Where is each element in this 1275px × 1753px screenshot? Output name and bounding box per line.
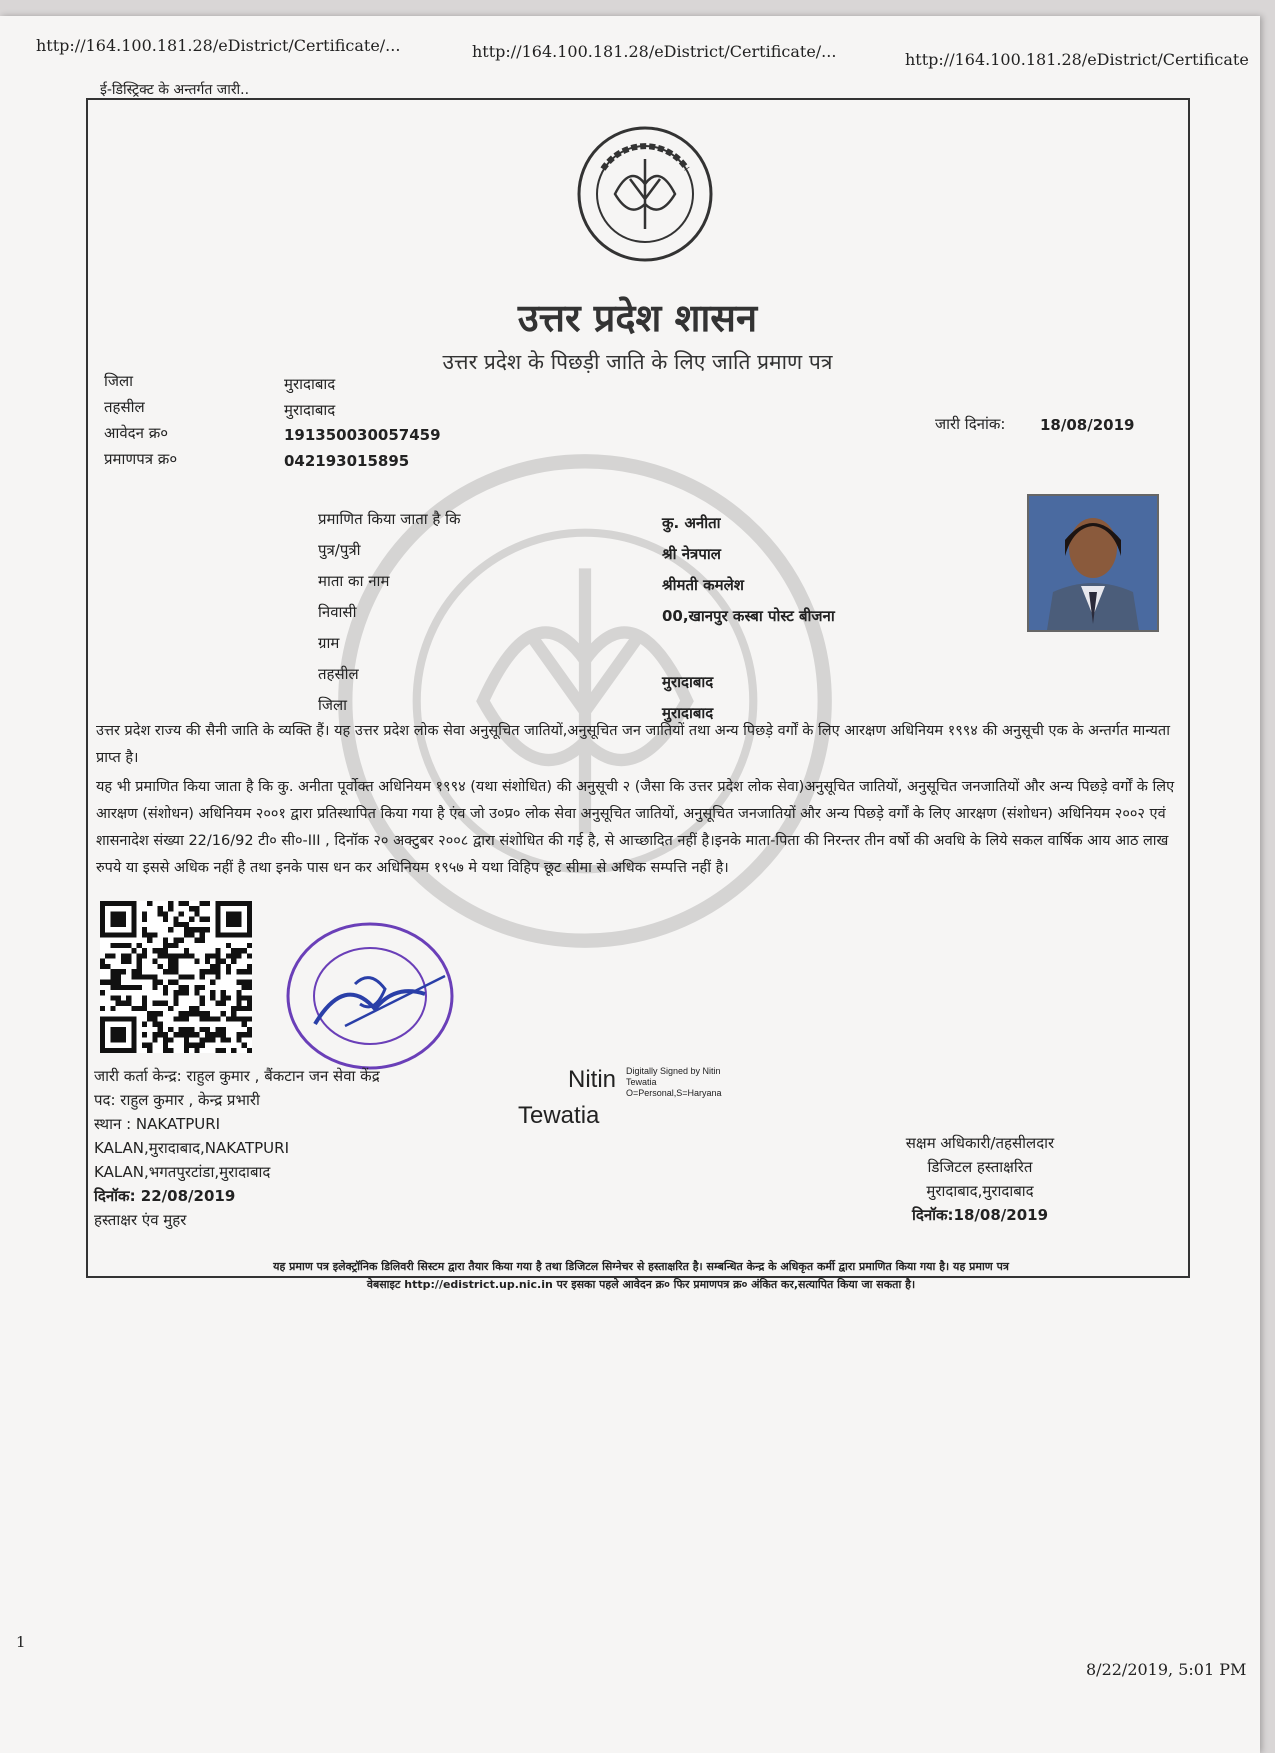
issuer-center: जारी कर्ता केन्द्र: राहुल कुमार , बैंकटान जन सेवा केंद्र: [94, 1067, 380, 1085]
digital-signer-last-name: Tewatia: [518, 1102, 600, 1129]
certificate-title: उत्तर प्रदेश शासन: [517, 296, 758, 340]
print-timestamp: 8/22/2019, 5:01 PM: [1086, 1660, 1247, 1679]
authority-date: दिनॉक:18/08/2019: [911, 1206, 1049, 1224]
footer-line-2[interactable]: वेबसाइट http://edistrict.up.nic.in पर इसका पहले आवेदन क्र० फिर प्रमाणपत्र क्र० अंकित कर,सत्यापित किया जा सकता है।: [366, 1278, 916, 1291]
mother-name: श्रीमती कमलेश: [662, 576, 744, 594]
issuer-sign-label: हस्ताक्षर एंव मुहर: [94, 1211, 187, 1229]
issuer-post: पद: राहुल कुमार , केन्द्र प्रभारी: [94, 1091, 260, 1109]
authority-block: [860, 1131, 1100, 1227]
resident-value: 00,खानपुर कस्बा पोस्ट बीजना: [662, 607, 835, 625]
header-url-3[interactable]: http://164.100.181.28/eDistrict/Certificate: [905, 50, 1249, 69]
resident-label: निवासी: [318, 603, 357, 621]
parent-label: पुत्र/पुत्री: [318, 541, 361, 559]
application-number-value: 191350030057459: [284, 426, 441, 444]
exclusion-statement-paragraph: यह भी प्रमाणित किया जाता है कि कु. अनीता पूर्वोक्त अधिनियम १९९४ (यथा संशोधित) की अनुसूची २ (जैसा कि उत्तर प्रदेश लोक सेवा)अनुसूचित जातियों, अनुसूचित जनजातियों और अन्य पिछड़े वर्गों के लिए आरक्षण (संशोधन) अधिनियम २००१ द्वारा प्रतिस्थापित किया गया है एंव जो उ०प्र० लोक सेवा अनुसूचित जातियों, अनुसूचित जनजातियों और अन्य पिछड़े वर्गों के लिए आरक्षण (संशोधन) अधिनियम २००२ एवं शासनादेश संख्या 22/16/92 टी० सी०-III , दिनॉक २० अक्टुबर २००८ द्वारा संशोधित की गई है, से आच्छादित नहीं है।इनके माता-पिता की निरन्तर तीन वर्षो की अवधि के लिये सकल वार्षिक आय आठ लाख रुपये या इससे अधिक नहीं है तथा इनके पास धन कर अधिनियम १९५७ मे यथा विहिप छूट सीमा से अधिक सम्पत्ति नहीं है।: [96, 779, 1175, 876]
caste-statement-paragraph: उत्तर प्रदेश राज्य की सैनी जाति के व्यक्ति हैं। यह उत्तर प्रदेश लोक सेवा अनुसूचित जातियों,अनुसूचित जन जातियों तथा अन्य पिछड़े वर्गों के लिए आरक्षण अधिनियम १९९४ की अनुसूची एक के अन्तर्गत मान्यता प्राप्त है।: [96, 723, 1170, 766]
header-url-1[interactable]: http://164.100.181.28/eDistrict/Certificate/...: [36, 36, 401, 55]
qr-code[interactable]: [100, 901, 252, 1053]
applicant-name: कु. अनीता: [662, 514, 721, 532]
details-tehsil-value: मुरादाबाद: [662, 673, 714, 691]
digital-signature-line-3: O=Personal,S=Haryana: [626, 1088, 722, 1098]
footer-line-1: यह प्रमाण पत्र इलेक्ट्रॉनिक डिलिवरी सिस्टम द्वारा तैयार किया गया है तथा डिजिटल सिग्नेचर से हस्ताक्षरित है। सम्बन्धित केन्द्र के अधिकृत कर्मी द्वारा प्रमाणित किया गया है। यह प्रमाण पत्र: [273, 1260, 1009, 1273]
district-value: मुरादाबाद: [284, 375, 336, 393]
tehsil-label: तहसील: [104, 398, 145, 416]
applicant-photo: [1027, 494, 1159, 632]
certificate-number-label: प्रमाणपत्र क्र०: [104, 450, 178, 468]
details-tehsil-label: तहसील: [318, 665, 359, 683]
issuer-date: दिनॉक: 22/08/2019: [94, 1187, 236, 1205]
authority-signed: डिजिटल हस्ताक्षरित: [927, 1158, 1033, 1176]
parent-name: श्री नेत्रपाल: [662, 545, 721, 563]
digital-signature-line-2: Tewatia: [626, 1077, 657, 1087]
issue-date-value: 18/08/2019: [1040, 416, 1135, 434]
authority-location: मुरादाबाद,मुरादाबाद: [926, 1182, 1034, 1200]
application-number-label: आवेदन क्र०: [104, 424, 169, 442]
issuer-place-line-3: KALAN,भगतपुरटांडा,मुरादाबाद: [94, 1163, 271, 1181]
digital-signer-first-name: Nitin: [568, 1066, 617, 1093]
certificate-number-value: 042193015895: [284, 452, 410, 470]
issuer-place-line-1: स्थान : NAKATPURI: [94, 1115, 221, 1133]
district-label: जिला: [104, 372, 134, 390]
details-district-label: जिला: [318, 696, 348, 714]
issue-date-label: जारी दिनांक:: [935, 415, 1006, 433]
details-district-value: मुरादाबाद: [662, 704, 714, 722]
certificate-page: [0, 16, 1260, 1753]
tehsil-value: मुरादाबाद: [284, 401, 336, 419]
mother-label: माता का नाम: [318, 572, 390, 590]
up-emblem-icon: [575, 124, 715, 264]
certify-label: प्रमाणित किया जाता है कि: [318, 510, 461, 528]
digital-signature-line-1: Digitally Signed by Nitin: [626, 1066, 721, 1076]
authority-title: सक्षम अधिकारी/तहसीलदार: [905, 1134, 1055, 1152]
issuer-place-line-2: KALAN,मुरादाबाद,NAKATPURI: [94, 1139, 289, 1157]
digital-signature-details: [626, 1066, 722, 1099]
village-label: ग्राम: [318, 634, 340, 652]
center-seal-stamp: [275, 914, 465, 1074]
certificate-subtitle: उत्तर प्रदेश के पिछड़ी जाति के लिए जाति प्रमाण पत्र: [442, 350, 833, 374]
certificate-footer: [96, 1258, 1186, 1294]
page-number: 1: [16, 1633, 26, 1651]
header-url-2[interactable]: http://164.100.181.28/eDistrict/Certificate/...: [472, 42, 837, 61]
issued-under-text: ई-डिस्ट्रिक्ट के अन्तर्गत जारी..: [100, 82, 250, 98]
issuer-block: [94, 1064, 380, 1232]
